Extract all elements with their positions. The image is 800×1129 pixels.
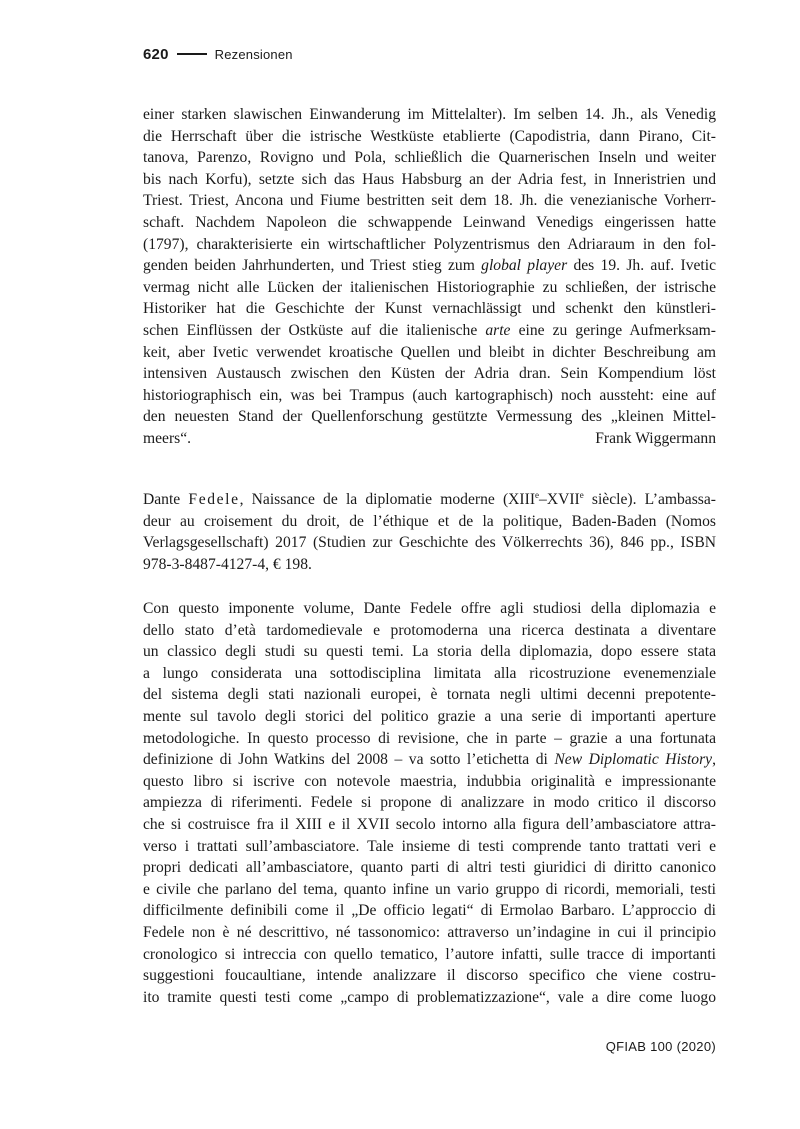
- superscript: e: [535, 490, 540, 500]
- text-line: ampiezza di riferimenti. Fedele si propone di analizzare in modo critico il discorso: [143, 794, 716, 812]
- citation-line: Verlagsgesellschaft) 2017 (Studien zur Geschichte des Völkerrechts 36), 846 pp., ISBN: [143, 534, 716, 552]
- text-line: Fedele non è né descrittivo, né tassonomico: attraverso un’indagine in cui il principio: [143, 923, 716, 941]
- author-first: Dante: [143, 491, 189, 508]
- text-line: suggestioni foucaultiane, intende analizzare il discorso specifico che viene costru-: [143, 967, 716, 985]
- section-name: Rezensionen: [214, 46, 293, 62]
- text-segment: des 19. Jh. auf. Ivetic: [567, 257, 716, 275]
- author-last: Fedele: [188, 491, 240, 508]
- text-segment: , Naissance de la diplomatie moderne (XIII: [239, 491, 536, 508]
- text-segment: siècle). L’ambassa-: [583, 491, 716, 508]
- text-segment: genden beiden Jahrhunderten, und Triest stieg zum: [143, 257, 482, 275]
- text-line: den neuesten Stand der Quellenforschung gestützte Vermessung des „kleinen Mittel-: [143, 408, 716, 426]
- last-line-text: meers“.: [143, 429, 192, 447]
- text-line: questo libro si iscrive con notevole maestria, indubbia originalità e impressionante: [143, 772, 716, 790]
- text-segment: ,: [712, 751, 716, 769]
- citation-line: [143, 489, 716, 511]
- text-line: die Herrschaft über die istrische Westküste etablierte (Capodistria, dann Pirano, Cit-: [143, 127, 716, 145]
- text-line: a lungo considerata una sottodisciplina limitata alla ricostruzione evenemenziale: [143, 664, 716, 682]
- citation-line: deur au croisement du droit, de l’éthique et de la politique, Baden-Baden (Nomos: [143, 512, 716, 530]
- text-line: un classico degli studi su questi temi. La storia della diplomazia, dopo essere stata: [143, 643, 716, 661]
- text-line: mente sul tavolo degli storici del politico grazie a una serie di importanti aperture: [143, 707, 716, 725]
- superscript: e: [579, 490, 584, 500]
- book-citation: [143, 489, 716, 575]
- text-line: del sistema degli stati nazionali europei, è tornata negli ultimi decenni prepotente-: [143, 686, 716, 704]
- review-1-text: [143, 104, 716, 450]
- text-line: e civile che parlano del tema, quanto infine un vario gruppo di ricordi, memoriali, testi: [143, 880, 716, 898]
- reviewer-signature: Frank Wiggermann: [595, 429, 716, 447]
- text-line: difficilmente definibili come il „De officio legati“ di Ermolao Barbaro. L’approccio di: [143, 902, 716, 920]
- italic-term: arte: [485, 321, 511, 339]
- running-head: [143, 44, 293, 64]
- italic-term: global player: [481, 257, 568, 275]
- text-line: [143, 255, 716, 277]
- text-line: bis nach Korfu), setzte sich das Haus Habsburg an der Adria fest, in Inneristrien und: [143, 170, 716, 188]
- text-line: propri dedicati all’ambasciatore, quanto parti di altri testi giuridici di diritto canonico: [143, 859, 716, 877]
- text-line: (1797), charakterisierte ein wirtschaftlicher Polyzentrismus den Adriaraum in den fol-: [143, 235, 716, 253]
- text-segment: schen Einflüssen der Ostküste auf die italienische: [143, 321, 486, 339]
- italic-term: New Diplomatic History: [554, 751, 713, 769]
- text-line: [143, 320, 716, 342]
- review-2-text: [143, 598, 716, 1008]
- text-line: schaft. Nachdem Napoleon die schwappende Leinwand Venedigs eingerissen hatte: [143, 213, 716, 231]
- text-segment: eine zu geringe Aufmerksam-: [510, 321, 716, 339]
- text-line: einer starken slawischen Einwanderung im Mittelalter). Im selben 14. Jh., als Venedig: [143, 106, 716, 123]
- text-segment: definizione di John Watkins del 2008 – va sotto l’etichetta di: [143, 751, 555, 769]
- text-line: Historiker hat die Geschichte der Kunst vernachlässigt und schenkt den künstleri-: [143, 300, 716, 318]
- text-line: [143, 428, 716, 450]
- journal-footer: QFIAB 100 (2020): [605, 1039, 716, 1054]
- text-line: che si costruisce fra il XIII e il XVII secolo intorno alla figura dell’ambasciatore attra-: [143, 815, 716, 833]
- header-rule: [177, 53, 207, 55]
- text-line: cronologico si intreccia con quello tematico, l’autore infatti, sulle tracce di importanti: [143, 945, 716, 963]
- text-line: [143, 749, 716, 771]
- text-line: vermag nicht alle Lücken der italienischen Historiographie zu schließen, der istrische: [143, 278, 716, 296]
- text-line: historiographisch ein, was bei Trampus (auch kartographisch) noch aussteht: eine auf: [143, 386, 716, 404]
- text-segment: –XVII: [539, 491, 580, 508]
- text-line: intensiven Austausch zwischen den Küsten der Adria dran. Sein Kompendium löst: [143, 365, 716, 383]
- text-line: tanova, Parenzo, Rovigno und Pola, schließlich die Quarnerischen Inseln und weiter: [143, 149, 716, 167]
- text-line: Con questo imponente volume, Dante Fedele offre agli studiosi della diplomazia e: [143, 600, 716, 617]
- text-line: ito tramite questi testi come „campo di problematizzazione“, vale a dire come luogo: [143, 988, 716, 1006]
- text-line: dello stato d’età tardomedievale e protomoderna una ricerca destinata a diventare: [143, 621, 716, 639]
- text-line: verso i trattati sull’ambasciatore. Tale insieme di testi comprende tanto trattati veri e: [143, 837, 716, 855]
- text-line: Triest. Triest, Ancona und Fiume bestritten seit dem 18. Jh. die venezianische Vorherr-: [143, 192, 716, 210]
- text-line: keit, aber Ivetic verwendet kroatische Quellen und bleibt in dichter Beschreibung am: [143, 343, 716, 361]
- page-number: 620: [143, 45, 169, 63]
- citation-line: 978-3-8487-4127-4, € 198.: [143, 555, 312, 573]
- text-line: metodologiche. In questo processo di revisione, che in parte – grazie a una fortunata: [143, 729, 716, 747]
